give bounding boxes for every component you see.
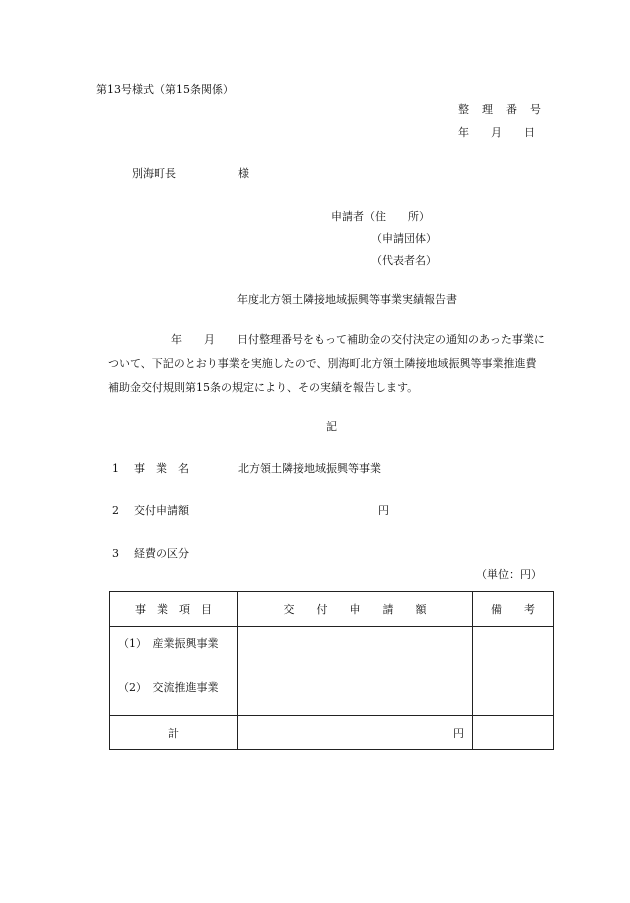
body-line-3: 補助金交付規則第15条の規定により、その実績を報告します。 xyxy=(108,381,419,394)
addressee-name: 別海町長 xyxy=(132,167,176,180)
table-row xyxy=(110,627,554,716)
applicant-address-label: 申請者（住 所） xyxy=(331,210,430,223)
item2-unit: 円 xyxy=(378,504,389,517)
expense-table xyxy=(109,591,554,750)
unit-note: （単位：円） xyxy=(476,568,542,581)
remarks-cell[interactable] xyxy=(473,627,554,716)
total-amount-unit: 円 xyxy=(238,716,473,750)
body-line-1: 年 月 日付整理番号をもって補助金の交付決定の通知のあった事業に xyxy=(171,333,545,346)
document-title: 年度北方領土隣接地域振興等事業実績報告書 xyxy=(237,293,457,306)
body-paragraph xyxy=(108,328,578,400)
applicant-organization-label: （申請団体） xyxy=(371,232,437,245)
item3-label: 経費の区分 xyxy=(134,547,189,560)
item1-number: 1 xyxy=(112,462,119,475)
form-number: 第13号様式（第15条関係） xyxy=(96,83,234,96)
item1-value: 北方領土隣接地域振興等事業 xyxy=(238,462,381,475)
header-amount: 交 付 申 請 額 xyxy=(238,592,473,627)
item2-label: 交付申請額 xyxy=(134,504,189,517)
total-remarks-cell[interactable] xyxy=(473,716,554,750)
date-label: 年 月 日 xyxy=(458,126,535,139)
header-remarks: 備 考 xyxy=(473,592,554,627)
row-label-industry: （1） 産業振興事業 xyxy=(118,637,219,650)
item2-number: 2 xyxy=(112,504,119,517)
amount-cell[interactable] xyxy=(238,627,473,716)
table-header-row xyxy=(110,592,554,627)
item3-number: 3 xyxy=(112,547,119,560)
ki-heading: 記 xyxy=(326,420,337,433)
header-item: 事 業 項 目 xyxy=(110,592,238,627)
reference-number-label: 整 理 番 号 xyxy=(458,103,542,116)
applicant-representative-label: （代表者名） xyxy=(371,254,437,267)
table-total-row xyxy=(110,716,554,750)
body-line-2: ついて、下記のとおり事業を実施したので、別海町北方領土隣接地域振興等事業推進費 xyxy=(108,357,537,370)
total-label: 計 xyxy=(110,716,238,750)
row-label-exchange: （2） 交流推進事業 xyxy=(118,681,219,694)
item1-label: 事 業 名 xyxy=(134,462,189,475)
items-cell xyxy=(110,627,238,716)
addressee-honorific: 様 xyxy=(238,167,249,180)
